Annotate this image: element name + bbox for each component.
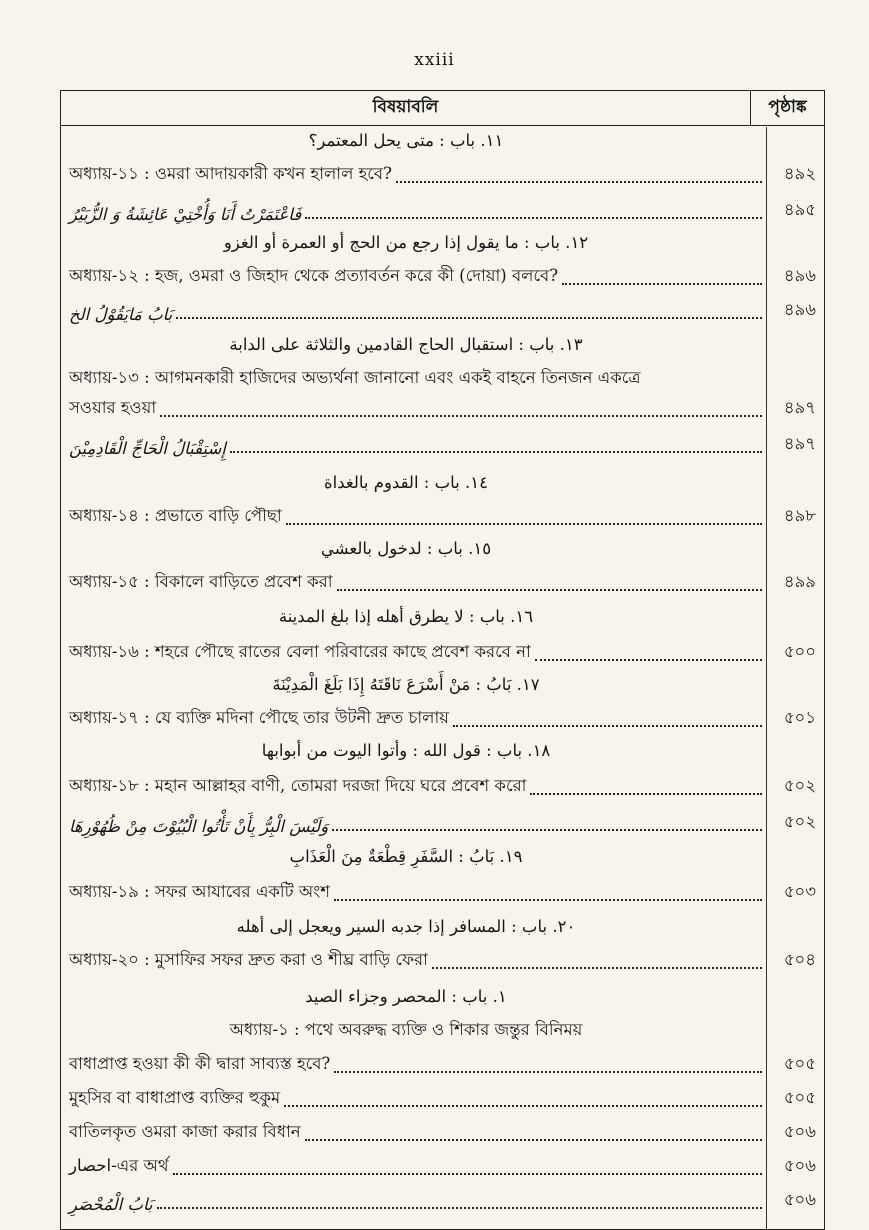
page-number: xxiii	[414, 50, 455, 70]
entry-title: فَاعْتَمَرْتُ أَنَا وَأُخْتِيْ عَائِشَةُ وَ الزُّبَيْرُ	[69, 205, 302, 224]
toc-entry	[69, 395, 816, 422]
entry-page: ৫০২	[783, 776, 816, 795]
entry-title: وَلَيْسَ الْبِرُّ بِأَنْ تَأْتُوا الْبُيُوْتَ مِنْ ظُهُوْرِهَا	[69, 817, 329, 836]
toc-entry	[69, 639, 816, 666]
entry-page: ৫০৫	[783, 1054, 816, 1073]
header-topics: বিষয়াবলি	[372, 97, 439, 117]
entry-title: بَابُ مَايَقُوْلُ الخ	[69, 305, 173, 324]
toc-entry	[69, 1085, 816, 1112]
section-heading: ١٤. باب : القدوم بالغداة	[324, 473, 488, 492]
entry-title: احصار-এর অর্থ	[69, 1156, 169, 1175]
entry-title: অধ্যায়-১৬ : শহরে পৌছে রাতের বেলা পরিবারের কাছে প্রবেশ করবে না	[69, 642, 531, 661]
entry-page: ৫০০	[783, 642, 816, 661]
leader-dots	[230, 451, 762, 453]
leader-dots	[286, 523, 762, 525]
toc-entry	[69, 197, 816, 224]
entry-page: ৫০৬	[783, 1156, 816, 1175]
entry-title: بَابُ الْمُحْصَرِ	[69, 1195, 153, 1214]
entry-page: ৪৯৫	[783, 200, 816, 219]
toc-entry	[69, 1119, 816, 1146]
toc-entry	[69, 569, 816, 596]
entry-title: অধ্যায়-১৫ : বিকালে বাড়িতে প্রবেশ করা	[69, 572, 333, 591]
leader-dots	[284, 1105, 762, 1107]
leader-dots	[530, 793, 762, 795]
entry-page: ৪৯২	[783, 164, 816, 183]
toc-entry	[69, 1153, 816, 1180]
section-heading: ١٥. باب : لدخول بالعشي	[320, 539, 492, 558]
toc-entry	[69, 263, 816, 290]
leader-dots	[176, 317, 762, 319]
entry-page: ৪৯৭	[783, 434, 816, 453]
toc-entry	[69, 297, 816, 324]
entry-page: ৫০৪	[783, 950, 816, 969]
table-header	[61, 91, 824, 126]
toc-entry	[69, 809, 816, 836]
section-heading: ١٩. بَابُ : السَّفَرِ قِطْعَةٌ مِنَ الْعَذَابِ	[289, 847, 523, 866]
entry-title: অধ্যায়-১৮ : মহান আল্লাহর বাণী, তোমরা দরজা দিয়ে ঘরে প্রবেশ করো	[69, 776, 527, 795]
entry-title: সওয়ার হওয়া	[69, 398, 157, 417]
section-heading: ١١. باب : متى يحل المعتمر؟	[308, 131, 504, 150]
leader-dots	[432, 967, 762, 969]
table-of-contents	[60, 90, 825, 1230]
entry-page: ৫০৬	[783, 1190, 816, 1209]
toc-entry	[69, 1187, 816, 1214]
section-heading: ١٢. باب : ما يقول إذا رجع من الحج أو العمرة أو الغزو	[223, 233, 589, 252]
entry-page: ৫০১	[783, 708, 816, 727]
leader-dots	[453, 725, 762, 727]
leader-dots	[160, 415, 762, 417]
section-heading: ١٨. باب : قول الله : وأتوا اليوت من أبوابها	[261, 741, 551, 760]
entry-title: إِسْتِقْبَالُ الْحَاجِّ الْقَادِمِيْنَ	[69, 439, 226, 458]
entry-title: অধ্যায়-১৯ : সফর আযাবের একটি অংশ	[69, 882, 331, 901]
leader-dots	[334, 1071, 762, 1073]
entry-title: অধ্যায়-১১ : ওমরা আদায়কারী কখন হালাল হবে?	[69, 164, 392, 183]
toc-entry	[69, 947, 816, 974]
leader-dots	[396, 181, 762, 183]
toc-entry	[69, 503, 816, 530]
leader-dots	[173, 1173, 762, 1175]
leader-dots	[332, 829, 762, 831]
entry-page: ৫০৫	[783, 1088, 816, 1107]
entry-title: অধ্যায়-১৭ : যে ব্যক্তি মদিনা পৌছে তার উটনী দ্রুত চালায়	[69, 708, 449, 727]
leader-dots	[157, 1207, 762, 1209]
section-heading: ١. باب : المحصر وجزاء الصيد	[305, 987, 507, 1006]
entry-page: ৫০৬	[783, 1122, 816, 1141]
leader-dots	[337, 589, 762, 591]
toc-entry	[69, 161, 816, 188]
toc-entry	[69, 431, 816, 458]
entry-page: ৪৯৭	[783, 398, 816, 417]
toc-entry	[69, 705, 816, 732]
entry-page: ৫০৩	[783, 882, 816, 901]
leader-dots	[535, 659, 762, 661]
chapter-heading: অধ্যায়-১ : পথে অবরুদ্ধ ব্যক্তি ও শিকার জন্তুর বিনিময়	[229, 1020, 583, 1039]
section-heading: ١٧. بَابُ : مَنْ أَسْرَعَ نَاقَتَهُ إِذَا بَلَغَ الْمَدِيْنَةَ	[272, 675, 540, 694]
leader-dots	[305, 217, 762, 219]
toc-entry	[69, 773, 816, 800]
entry-title: বাতিলকৃত ওমরা কাজা করার বিধান	[69, 1122, 301, 1141]
section-heading: ١٣. باب : استقبال الحاج القادمين والثلاثة على الدابة	[229, 335, 583, 354]
entry-title: অধ্যায়-২০ : মুসাফির সফর দ্রুত করা ও শীঘ্র বাড়ি ফেরা	[69, 950, 428, 969]
toc-entry	[69, 1051, 816, 1078]
entry-title: অধ্যায়-১২ : হজ, ওমরা ও জিহাদ থেকে প্রত্যাবর্তন করে কী (দোয়া) বলবে?	[69, 266, 559, 285]
leader-dots	[334, 899, 762, 901]
entry-title: মুহসির বা বাধাপ্রাপ্ত ব্যক্তির হুকুম	[69, 1088, 281, 1107]
entry-page: ৪৯৬	[783, 300, 816, 319]
leader-dots	[305, 1139, 762, 1141]
entry-page: ৪৯৬	[783, 266, 816, 285]
entry-page: ৫০২	[783, 812, 816, 831]
entry-page: ৪৯৮	[783, 506, 816, 525]
entry-page: ৪৯৯	[783, 572, 816, 591]
toc-entry	[69, 879, 816, 906]
entry-title-line: অধ্যায়-১৩ : আগমনকারী হাজিদের অভ্যর্থনা জানানো এবং একই বাহনে তিনজন একত্রে	[69, 368, 641, 387]
section-heading: ٢٠. باب : المسافر إذا جدبه السير ويعجل إلى أهله	[236, 917, 576, 936]
leader-dots	[562, 283, 762, 285]
entry-title: বাধাপ্রাপ্ত হওয়া কী কী দ্বারা সাব্যস্ত হবে?	[69, 1054, 331, 1073]
header-page: পৃষ্ঠাঙ্ক	[750, 91, 824, 125]
section-heading: ١٦. باب : لا يطرق أهله إذا بلغ المدينة	[278, 607, 534, 626]
entry-title: অধ্যায়-১৪ : প্রভাতে বাড়ি পৌছা	[69, 506, 282, 525]
